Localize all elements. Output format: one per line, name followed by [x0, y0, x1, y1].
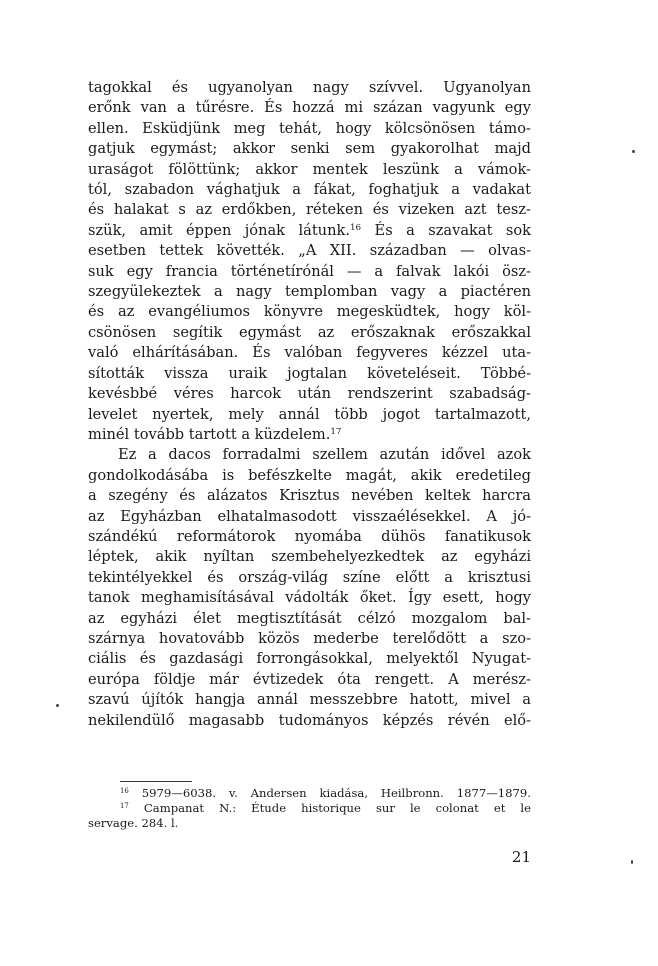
scan-speck: [56, 704, 59, 707]
text-line: léptek, akik nyíltan szembehelyezkedtek az egyházi: [88, 548, 531, 566]
text-line: szándékú reformátorok nyomába dühös fanatikusok: [88, 527, 531, 545]
paragraph-1: [88, 78, 531, 445]
text-line: uraságot fölöttünk; akkor mentek leszünk a vámok-: [88, 160, 531, 178]
text-line: ciális és gazdasági forrongásokkal, melyektől Nyugat-: [88, 650, 531, 668]
text-line: gatjuk egymást; akkor senki sem gyakorolhat majd: [88, 140, 531, 158]
page-number: 21: [511, 848, 531, 866]
paragraph-2: [88, 445, 531, 731]
scan-speck: [631, 860, 633, 864]
text-line: nekilendülő magasabb tudományos képzés révén elő-: [88, 711, 531, 729]
text-line: a szegény és alázatos Krisztus nevében keltek harcra: [88, 487, 531, 505]
scan-speck: [632, 150, 635, 153]
text-segment: minél tovább tartott a küzdelem.: [88, 425, 331, 443]
footnote-text: Campanat N.: Étude historique sur le colonat et le: [143, 801, 531, 816]
footnote-mark: 16: [120, 787, 129, 796]
text-line: ellen. Esküdjünk meg tehát, hogy kölcsönösen támo-: [88, 119, 531, 137]
text-line: erőnk van a tűrésre. És hozzá mi százan vagyunk egy: [88, 99, 531, 117]
footnotes: [88, 786, 531, 832]
text-line: kevésbbé véres harcok után rendszerint szabadság-: [88, 385, 531, 403]
text-line: szavú újítók hangja annál messzebbre hatott, mivel a: [88, 691, 531, 709]
text-line: szárnya hovatovább közös mederbe terelődött a szo-: [88, 629, 531, 647]
text-line: és halakat s az erdőkben, réteken és vizeken azt tesz-: [88, 201, 531, 219]
footnote-ref-16: 16: [349, 223, 362, 234]
footnote-17-continued: servage. 284. l.: [88, 816, 179, 831]
text-line: szegyülekeztek a nagy templomban vagy a piactéren: [88, 283, 531, 301]
text-line: tagokkal és ugyanolyan nagy szívvel. Ugyanolyan: [88, 79, 531, 96]
text-line: tanok meghamisításával vádolták őket. Így esett, hogy: [88, 589, 531, 607]
text-line: levelet nyertek, mely annál több jogot tartalmazott,: [88, 405, 531, 423]
footnote-divider: [120, 781, 192, 782]
text-line: esetben tettek követték. „A XII. században — olvas-: [88, 242, 531, 260]
text-line: európa földje már évtizedek óta rengett. A merész-: [88, 670, 531, 688]
text-line: [88, 221, 531, 241]
text-line: tekintélyekkel és ország-világ színe előtt a krisztusi: [88, 568, 531, 586]
text-line: tól, szabadon vághatjuk a fákat, foghatjuk a vadakat: [88, 181, 531, 199]
footnote-16: [88, 786, 531, 801]
text-line: csönösen segítik egymást az erőszaknak erőszakkal: [88, 323, 531, 341]
footnote-ref-17: 17: [330, 427, 342, 438]
text-line: az egyházi élet megtisztítását célzó mozgalom bal-: [88, 609, 531, 627]
text-line: sították vissza uraik jogtalan követeléseit. Többé-: [88, 364, 531, 382]
text-segment: És a szavakat sok: [361, 221, 532, 239]
text-line: suk egy francia történetírónál — a falvak lakói ösz-: [88, 262, 531, 280]
footnote-text: 5979—6038. v. Andersen kiadása, Heilbronn. 1877—1879.: [141, 786, 531, 800]
text-line: és az evangéliumos könyvre megesküdtek, hogy köl-: [88, 303, 531, 321]
text-segment: szük, amit éppen jónak látunk.: [88, 221, 350, 239]
footnote-17: [88, 801, 531, 816]
text-line: az Egyházban elhatalmasodott visszaélésekkel. A jó-: [88, 507, 531, 525]
text-line: [88, 425, 531, 445]
text-line: való elhárításában. És valóban fegyveres kézzel uta-: [88, 344, 531, 362]
text-line: gondolkodásába is befészkelte magát, akik eredetileg: [88, 466, 531, 484]
body-text: [88, 78, 531, 731]
footnote-mark: 17: [120, 802, 129, 811]
text-line: Ez a dacos forradalmi szellem azután idővel azok: [118, 446, 531, 464]
